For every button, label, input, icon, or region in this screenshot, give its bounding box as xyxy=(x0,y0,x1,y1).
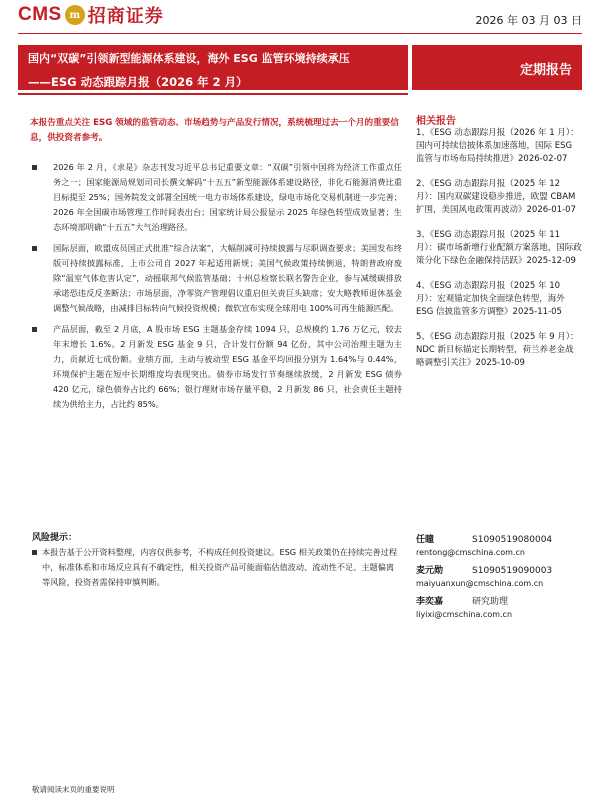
related-report-item[interactable]: 4、《ESG 动态跟踪月报（2025 年 10 月）：宏观锚定加快全面绿色转型，海外 ESG 信披监管多方调整》2025-11-05 xyxy=(416,281,565,317)
title-band xyxy=(18,45,408,90)
bullet-text: 2026 年 2 月，《求是》杂志刊发习近平总书记重要文章：“双碳”引领中国将为经济工作重点任务之一；国家能源局规划司司长撰文解码“十五五”新型能源体系建设路径，非化石能源消费比重目标提至 25%；国务院发文部署全国统一电力市场体系建设，绿电市场化交易机制进一步完善； 2026 年全国碳市场管理工作时间表出台；国家统计局公报显示 2025 年绿色转型成效显著；生态环境部明确“十五五”大气治理路径。 xyxy=(53,162,402,232)
page-footer-note: 敬请阅读末页的重要说明 xyxy=(32,785,115,794)
summary-bullet-domestic xyxy=(32,160,402,235)
analyst-name: 麦元勋 xyxy=(416,566,444,576)
analyst-email[interactable]: liyixi@cmschina.com.cn xyxy=(416,610,513,619)
analyst-id: S1090519090003 xyxy=(472,566,553,576)
analyst-name: 李奕嘉 xyxy=(416,597,444,607)
page-header xyxy=(0,0,600,44)
header-divider xyxy=(18,33,582,34)
related-report-item[interactable]: 2、《ESG 动态跟踪月报（2025 年 12 月）：国内双碳建设稳步推进，欧盟 CBAM 扩围，美国风电政策再波动》2026-01-07 xyxy=(416,179,576,215)
analyst-list xyxy=(416,534,582,627)
report-date: 2026 年 03 月 03 日 xyxy=(475,14,582,27)
logo-chinese: 招商证券 xyxy=(87,6,164,27)
report-abstract: 本报告重点关注 ESG 领域的监管动态、市场趋势与产品发行情况，系统梳理过去一个月的重要信息，供投资者参考。 xyxy=(30,118,399,143)
bullet-square-icon xyxy=(32,246,37,251)
report-type-tag: 定期报告 xyxy=(412,45,582,90)
analyst-role: 研究助理 xyxy=(472,597,509,607)
related-reports-heading: 相关报告 xyxy=(416,116,456,127)
risk-heading: 风险提示： xyxy=(32,533,78,543)
analyst-name: 任瞳 xyxy=(416,535,435,545)
logo-latin: CMS xyxy=(18,4,62,25)
bullet-text: 国际层面，欧盟成员国正式批准“综合法案”，大幅削减可持续披露与尽职调查要求；美国发布终版可持续披露标准，上市公司自 2027 年起适用新规；美国气候政策持续倒退，特朗普政府废除“温室气体危害认定”，动摇联邦气候监管基础；十州总检察长联名警告企业，参与减缓碳排放承诺恐违反反垄断法；市场层面，净零资产管理倡议重启但关责巨头缺席；安大略教师退休基金调整气候战略，由减排目标转向气候投资规模；微软宣布实现全球用电 100%可再生能源匹配。 xyxy=(53,243,402,313)
analyst-entry xyxy=(416,565,582,590)
title-divider xyxy=(18,93,408,95)
summary-bullet-international xyxy=(32,241,402,316)
analyst-email[interactable]: rentong@cmschina.com.cn xyxy=(416,548,525,557)
company-logo xyxy=(18,2,164,28)
related-report-item[interactable]: 5、《ESG 动态跟踪月报（2025 年 9 月）：NDC 新目标锚定长期转型，荷兰养老金战略调整引关注》2025-10-09 xyxy=(416,332,579,368)
analyst-entry xyxy=(416,596,582,621)
bullet-square-icon xyxy=(32,165,37,170)
risk-text: 本报告基于公开资料整理，内容仅供参考，不构成任何投资建议。ESG 相关政策仍在持续完善过程中，标准体系和市场反应具有不确定性，相关投资产品可能面临估值波动、流动性不足、主题偏离等风险，投资者需保持审慎判断。 xyxy=(42,547,398,587)
report-subtitle: ——ESG 动态跟踪月报（2026 年 2 月） xyxy=(28,75,248,89)
analyst-email[interactable]: maiyuanxun@cmschina.com.cn xyxy=(416,579,544,588)
report-title: 国内“双碳”引领新型能源体系建设，海外 ESG 监管环境持续承压 xyxy=(28,52,350,65)
bullet-square-icon xyxy=(32,550,37,555)
bullet-square-icon xyxy=(32,327,37,332)
analyst-entry xyxy=(416,534,582,559)
risk-warning xyxy=(32,545,402,590)
analyst-id: S1090519080004 xyxy=(472,535,553,545)
related-reports-list xyxy=(416,127,582,382)
logo-mark-icon: m xyxy=(65,5,85,25)
summary-bullets xyxy=(32,160,402,418)
related-report-item[interactable]: 3、《ESG 动态跟踪月报（2025 年 11 月）：碳市场新增行业配额方案落地，国际政策分化下绿色金融保持活跃》2025-12-09 xyxy=(416,230,582,266)
bullet-text: 产品层面，截至 2 月底，A 股市场 ESG 主题基金存续 1094 只，总规模约 1.76 万亿元，较去年末增长 1.6%。2 月新发 ESG 基金 9 只，合计发行份额 94 亿份，其中公司治理主题为主力，贡献近七成份额。业绩方面，主动与被动型 ESG 基金平均回报分别为 1.64%与 0.44%，环境保护主题在短中长期维度均表现突出。债券市场发行节奏继续放缓，2 月新发 ESG 债券 420 亿元，绿色债券占比约 66%；银行理财市场存量平稳，2 月新发 86 只，社会责任主题持续为供给主力，占比约 85%。 xyxy=(53,324,402,409)
summary-bullet-products xyxy=(32,322,402,412)
related-report-item[interactable]: 1、《ESG 动态跟踪月报（2026 年 1 月）：国内可持续信披体系加速落地，国际 ESG 监管与市场布局持续推进》2026-02-07 xyxy=(416,128,579,164)
